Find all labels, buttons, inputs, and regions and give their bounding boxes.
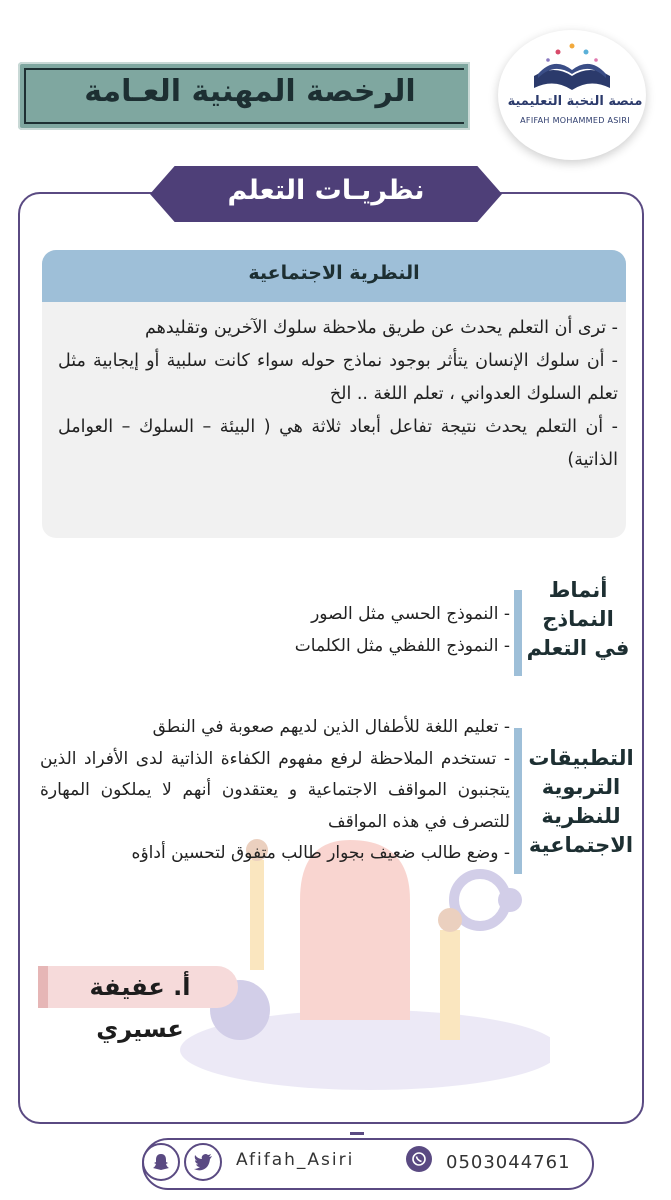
list-item: - النموذج الحسي مثل الصور (311, 604, 510, 624)
list-item: - النموذج اللفظي مثل الكلمات (294, 636, 510, 656)
footer-divider (350, 1132, 364, 1135)
applications-bar (514, 728, 522, 874)
whatsapp-icon[interactable] (406, 1146, 432, 1172)
theory-point: - أن التعلم يحدث نتيجة تفاعل أبعاد ثلاثة هي ( البيئة – السلوك – العوامل الذاتية) (58, 417, 618, 470)
list-item: - وضع طالب ضعيف بجوار طالب متفوق لتحسين أداؤه (131, 843, 510, 863)
applications-list (40, 712, 510, 870)
list-item: - تعليم اللغة للأطفال الذين لديهم صعوبة في النطق (152, 717, 510, 737)
logo-subtitle: AFIFAH MOHAMMED ASIRI (520, 116, 630, 125)
page-title: الرخصة المهنية العـامة (84, 74, 416, 109)
model-types-list (230, 598, 510, 662)
footer-phone[interactable]: 0503044761 (446, 1152, 571, 1173)
footer-handle[interactable]: Afifah_Asiri (236, 1150, 355, 1170)
theory-point: - أن سلوك الإنسان يتأثر بوجود نماذج حوله سواء كانت سلبية أو إيجابية مثل تعلم السلوك العدواني ، تعلم اللغة .. الخ (58, 351, 618, 404)
applications-label: التطبيقات التربوية للنظرية الاجتماعية (528, 746, 634, 857)
list-item: - تستخدم الملاحظة لرفع مفهوم الكفاءة الذاتية لدى الأفراد الذين يتجنبون المواقف الاجتماعية و يعتقدون أنهم لا يملكون المهارة للتصرف في هذه المواقف (40, 748, 510, 832)
theory-points (58, 312, 618, 477)
model-types-label: أنماط النماذج في التعلم (526, 578, 630, 660)
theory-point: - ترى أن التعلم يحدث عن طريق ملاحظة سلوك الآخرين وتقليدهم (145, 318, 618, 338)
snapchat-icon[interactable] (142, 1143, 180, 1181)
twitter-icon[interactable] (184, 1143, 222, 1181)
model-types-bar (514, 590, 522, 676)
theory-heading: النظرية الاجتماعية (248, 262, 420, 284)
section-title: نظريـات التعلم (227, 175, 425, 206)
author-signature: أ. عفيفة عسيري (42, 966, 238, 1008)
logo-name: منصة النخبة التعليمية (507, 94, 643, 109)
